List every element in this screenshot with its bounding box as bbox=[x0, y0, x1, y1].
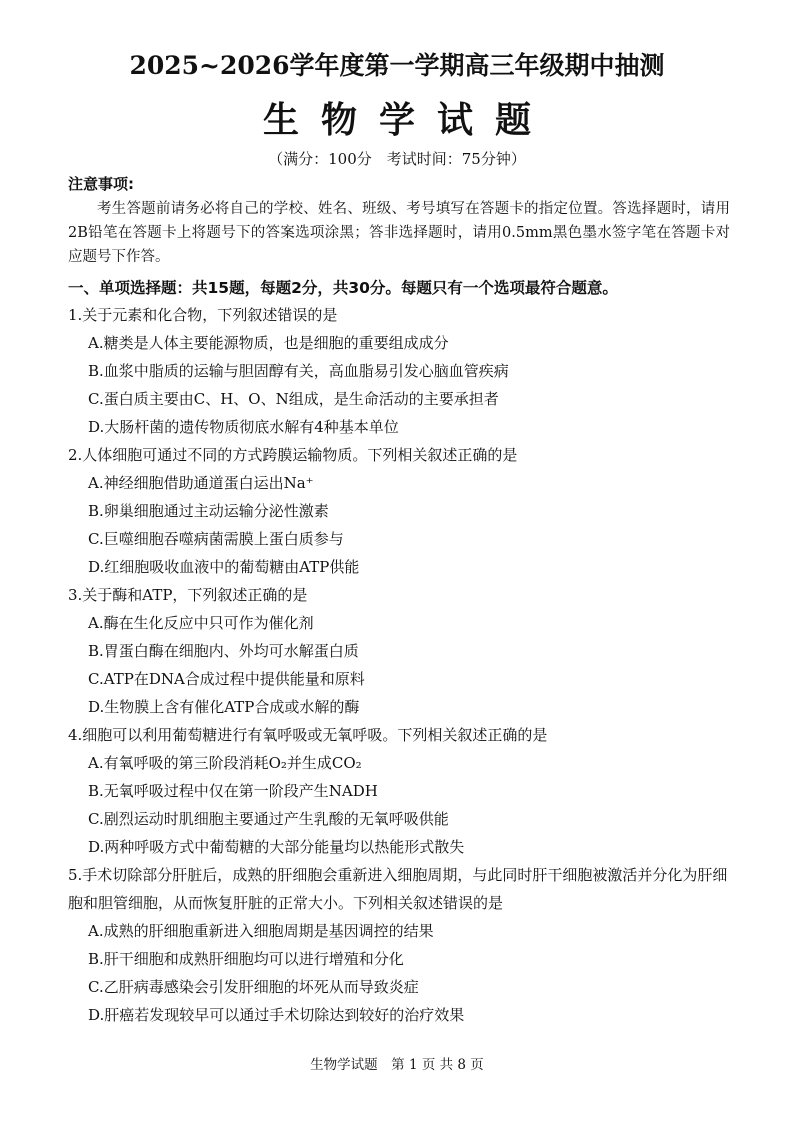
question-stem: 4.细胞可以利用葡萄糖进行有氧呼吸或无氧呼吸。下列相关叙述正确的是 bbox=[68, 726, 548, 744]
question-2 bbox=[68, 441, 734, 581]
question-4 bbox=[68, 721, 734, 861]
option-c: C.乙肝病毒感染会引发肝细胞的坏死从而导致炎症 bbox=[88, 978, 419, 996]
option-a: A.神经细胞借助通道蛋白运出Na⁺ bbox=[88, 474, 314, 492]
question-stem: 5.手术切除部分肝脏后，成熟的肝细胞会重新进入细胞周期，与此同时肝干细胞被激活并分化为肝细胞和胆管细胞，从而恢复肝脏的正常大小。下列相关叙述错误的是 bbox=[68, 866, 728, 912]
question-list bbox=[68, 301, 734, 1029]
subject-title: 生物学试题 bbox=[262, 99, 553, 141]
option-a: A.有氧呼吸的第三阶段消耗O₂并生成CO₂ bbox=[88, 754, 362, 772]
option-b: B.卵巢细胞通过主动运输分泌性激素 bbox=[88, 502, 329, 520]
question-3 bbox=[68, 581, 734, 721]
option-b: B.肝干细胞和成熟肝细胞均可以进行增殖和分化 bbox=[88, 950, 404, 968]
option-d: D.生物膜上含有催化ATP合成或水解的酶 bbox=[88, 698, 360, 716]
option-c: C.巨噬细胞吞噬病菌需膜上蛋白质参与 bbox=[88, 530, 344, 548]
notice-body: 考生答题前请务必将自己的学校、姓名、班级、考号填写在答题卡的指定位置。答选择题时，请用2B铅笔在答题卡上将题号下的答案选项涂黑；答非选择题时，请用0.5mm黑色墨水签字笔在答题卡对应题号下作答。 bbox=[68, 201, 730, 265]
option-a: A.成熟的肝细胞重新进入细胞周期是基因调控的结果 bbox=[88, 922, 434, 940]
page-footer: 生物学试题 第 1 页 共 8 页 bbox=[310, 1057, 484, 1073]
option-d: D.红细胞吸收血液中的葡萄糖由ATP供能 bbox=[88, 558, 360, 576]
option-b: B.胃蛋白酶在细胞内、外均可水解蛋白质 bbox=[88, 642, 359, 660]
question-1 bbox=[68, 301, 734, 441]
option-a: A.糖类是人体主要能源物质，也是细胞的重要组成成分 bbox=[88, 334, 449, 352]
option-d: D.大肠杆菌的遗传物质彻底水解有4种基本单位 bbox=[88, 418, 399, 436]
option-d: D.肝癌若发现较早可以通过手术切除达到较好的治疗效果 bbox=[88, 1006, 465, 1024]
option-d: D.两种呼吸方式中葡萄糖的大部分能量均以热能形式散失 bbox=[88, 838, 465, 856]
question-stem: 3.关于酶和ATP，下列叙述正确的是 bbox=[68, 586, 308, 604]
option-c: C.剧烈运动时肌细胞主要通过产生乳酸的无氧呼吸供能 bbox=[88, 810, 449, 828]
score-time-info: （满分：100分 考试时间：75分钟） bbox=[268, 150, 526, 168]
question-stem: 1.关于元素和化合物，下列叙述错误的是 bbox=[68, 306, 338, 324]
option-b: B.无氧呼吸过程中仅在第一阶段产生NADH bbox=[88, 782, 378, 800]
exam-term-heading: 2025~2026学年度第一学期高三年级期中抽测 bbox=[129, 51, 665, 80]
option-b: B.血浆中脂质的运输与胆固醇有关，高血脂易引发心脑血管疾病 bbox=[88, 362, 509, 380]
section-heading: 一、单项选择题：共15题，每题2分，共30分。每题只有一个选项最符合题意。 bbox=[68, 279, 618, 297]
question-5 bbox=[68, 861, 734, 1029]
option-c: C.蛋白质主要由C、H、O、N组成，是生命活动的主要承担者 bbox=[88, 390, 499, 408]
question-stem: 2.人体细胞可通过不同的方式跨膜运输物质。下列相关叙述正确的是 bbox=[68, 446, 518, 464]
option-a: A.酶在生化反应中只可作为催化剂 bbox=[88, 614, 314, 632]
notice-heading: 注意事项: bbox=[68, 175, 134, 193]
option-c: C.ATP在DNA合成过程中提供能量和原料 bbox=[88, 670, 365, 688]
